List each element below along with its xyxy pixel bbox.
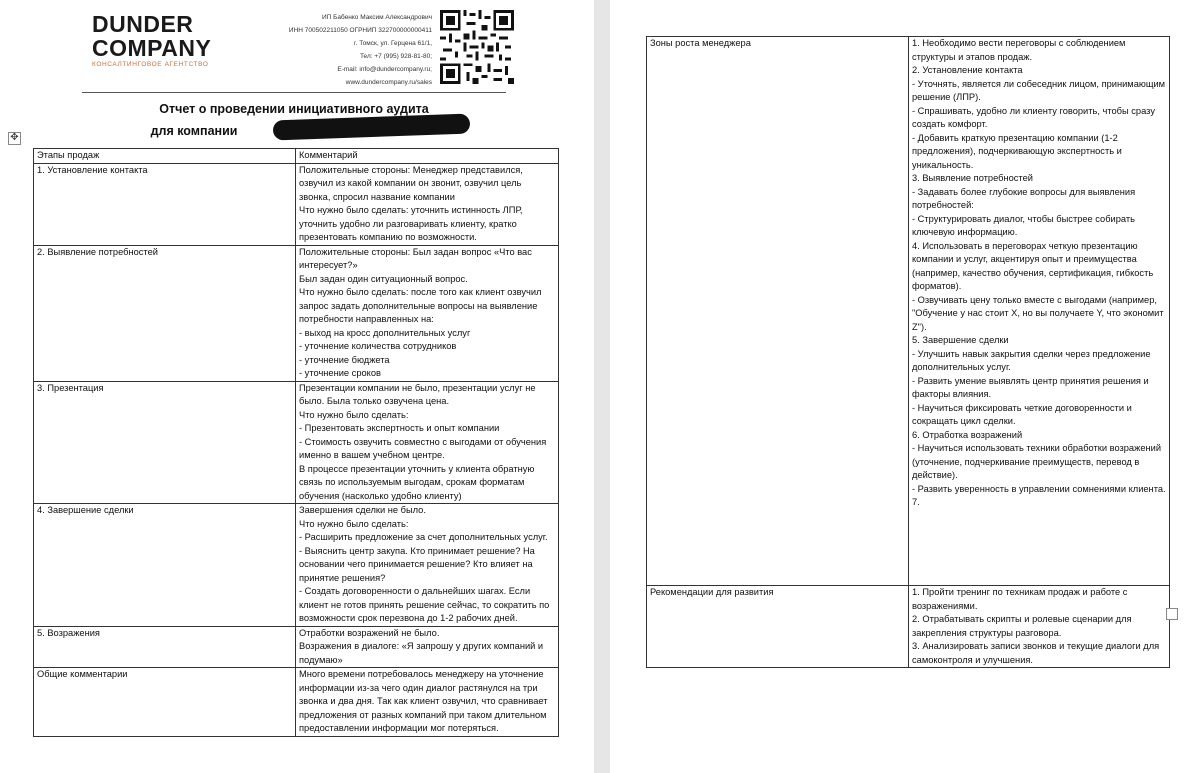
report-title: Отчет о проведении инициативного аудита: [159, 102, 429, 116]
table-row: [647, 37, 1170, 586]
table-row: [34, 504, 559, 627]
table-row: [647, 586, 1170, 668]
table-row: [34, 668, 559, 737]
growth-table: [646, 36, 1170, 668]
header-cell-stages: Этапы продаж: [34, 149, 296, 164]
contact-line: г. Томск, ул. Герцена 61/1,: [354, 40, 432, 47]
table-resize-handle[interactable]: [1166, 608, 1178, 620]
logo-tagline: КОНСАЛТИНГОВОЕ АГЕНТСТВО: [92, 61, 209, 68]
comment-cell: Завершения сделки не было. Что нужно было сделать: - Расширить предложение за счет дополнительных услуг. - Выяснить центр закупа. Кто принимает решение? На основании чего принимается решение? Кто влияет на принятие решения? - Создать договоренности о дальнейших шагах. Если клиент не готов принять решение сейчас, то сократить по возможности срок перезвона до 1-2 рабочих дней.: [296, 504, 559, 627]
qr-code-icon: [440, 10, 514, 84]
comment-cell: Положительные стороны: Менеджер представился, озвучил из какой компании он звонит, озвучил цель звонка, спросил название компании Что нужно было сделать: уточнить истинность ЛПР, уточнить удобно ли разговаривать клиенту, кратко презентовать компанию по возможности.: [296, 163, 559, 245]
logo-line-1: DUNDER: [92, 11, 194, 37]
comment-cell: Отработки возражений не было. Возражения в диалоге: «Я запрошу у других компаний и подумаю»: [296, 626, 559, 668]
label-cell: Зоны роста менеджера: [647, 37, 909, 586]
contact-line: Тел: +7 (995) 928-81-80;: [359, 53, 432, 60]
comment-cell: 1. Пройти тренинг по техникам продаж и работе с возражениями. 2. Отрабатывать скрипты и ролевые сценарии для закрепления структуры разговора. 3. Анализировать записи звонков и текущие диалоги для самоконтроля и улучшения.: [909, 586, 1170, 668]
stage-cell: 2. Выявление потребностей: [34, 245, 296, 381]
table-row: [34, 626, 559, 668]
sales-stages-table: [33, 148, 559, 737]
stage-cell: Общие комментарии: [34, 668, 296, 737]
header-cell-comment: Комментарий: [296, 149, 559, 164]
contact-line: E-mail: info@dundercompany.ru;: [337, 66, 432, 73]
logo-line-2: COMPANY: [92, 35, 212, 61]
table-header-row: [34, 149, 559, 164]
stage-cell: 1. Установление контакта: [34, 163, 296, 245]
comment-cell: Презентации компании не было, презентации услуг не было. Была только озвучена цена. Что нужно было сделать: - Презентовать экспертность и опыт компании - Стоимость озвучить совместно с выгодами от обучения именно в вашем учебном центре. В процессе презентации уточнить у клиента обратную связь по используемым выгодам, срокам форматам обучения (насколько удобно клиенту): [296, 381, 559, 504]
table-row: [34, 163, 559, 245]
contact-line: ИНН 700502211050 ОГРНИП 322700000000411: [288, 27, 432, 34]
table-row: [34, 245, 559, 381]
contact-block: [222, 11, 432, 89]
contact-line: www.dundercompany.ru/sales: [345, 79, 432, 86]
document-page-right: [610, 0, 1200, 773]
document-page-left: [0, 0, 594, 773]
table-move-handle-icon[interactable]: ✥: [8, 132, 21, 145]
comment-cell: 1. Необходимо вести переговоры с соблюдением структуры и этапов продаж. 2. Установление контакта - Уточнять, является ли собеседник лицом, принимающим решение (ЛПР). - Спрашивать, удобно ли клиенту говорить, чтобы сразу создать комфорт. - Добавить краткую презентацию компании (1-2 предложения), подчеркивающую экспертность и уникальность. 3. Выявление потребностей - Задавать более глубокие вопросы для выявления потребностей: - Структурировать диалог, чтобы быстрее собирать ключевую информацию. 4. Использовать в переговорах четкую презентацию компании и услуг, акцентируя опыт и преимущества (например, качество обучения, сертификация, гибкость форматов). - Озвучивать цену только вместе с выгодами (например, "Обучение у нас стоит X, но вы получаете Y, что экономит Z"). 5. Завершение сделки - Улучшить навык закрытия сделки через предложение дополнительных услуг. - Развить умение выявлять центр принятия решения и факторы влияния. - Научиться фиксировать четкие договоренности и сокращать цикл сделки. 6. Отработка возражений - Научиться использовать техники обработки возражений (уточнение, подчеркивание преимуществ, перевод в действие). - Развить уверенность в управлении сомнениями клиента. 7.: [909, 37, 1170, 586]
table-row: [34, 381, 559, 504]
stage-cell: 5. Возражения: [34, 626, 296, 668]
comment-cell: Много времени потребовалось менеджеру на уточнение информации из-за чего один диалог растянулся на три звонка и два дня. Так как клиент озвучил, что сравнивает предложения от разных компаний при таком длительном предоставлении информации мог потеряться.: [296, 668, 559, 737]
contact-line: ИП Бабенко Максим Александрович: [321, 14, 432, 21]
stage-cell: 3. Презентация: [34, 381, 296, 504]
comment-cell: Положительные стороны: Был задан вопрос «Что вас интересует?» Был задан один ситуационный вопрос. Что нужно было сделать: после того как клиент озвучил запрос задать дополнительные вопросы на выявление потребности направленных на: - выход на кросс дополнительных услуг - уточнение количества сотрудников - уточнение бюджета - уточнение сроков: [296, 245, 559, 381]
report-subtitle-text: для компании: [150, 124, 238, 138]
header-divider: [82, 92, 506, 93]
stage-cell: 4. Завершение сделки: [34, 504, 296, 627]
company-logo: [92, 12, 212, 68]
label-cell: Рекомендации для развития: [647, 586, 909, 668]
